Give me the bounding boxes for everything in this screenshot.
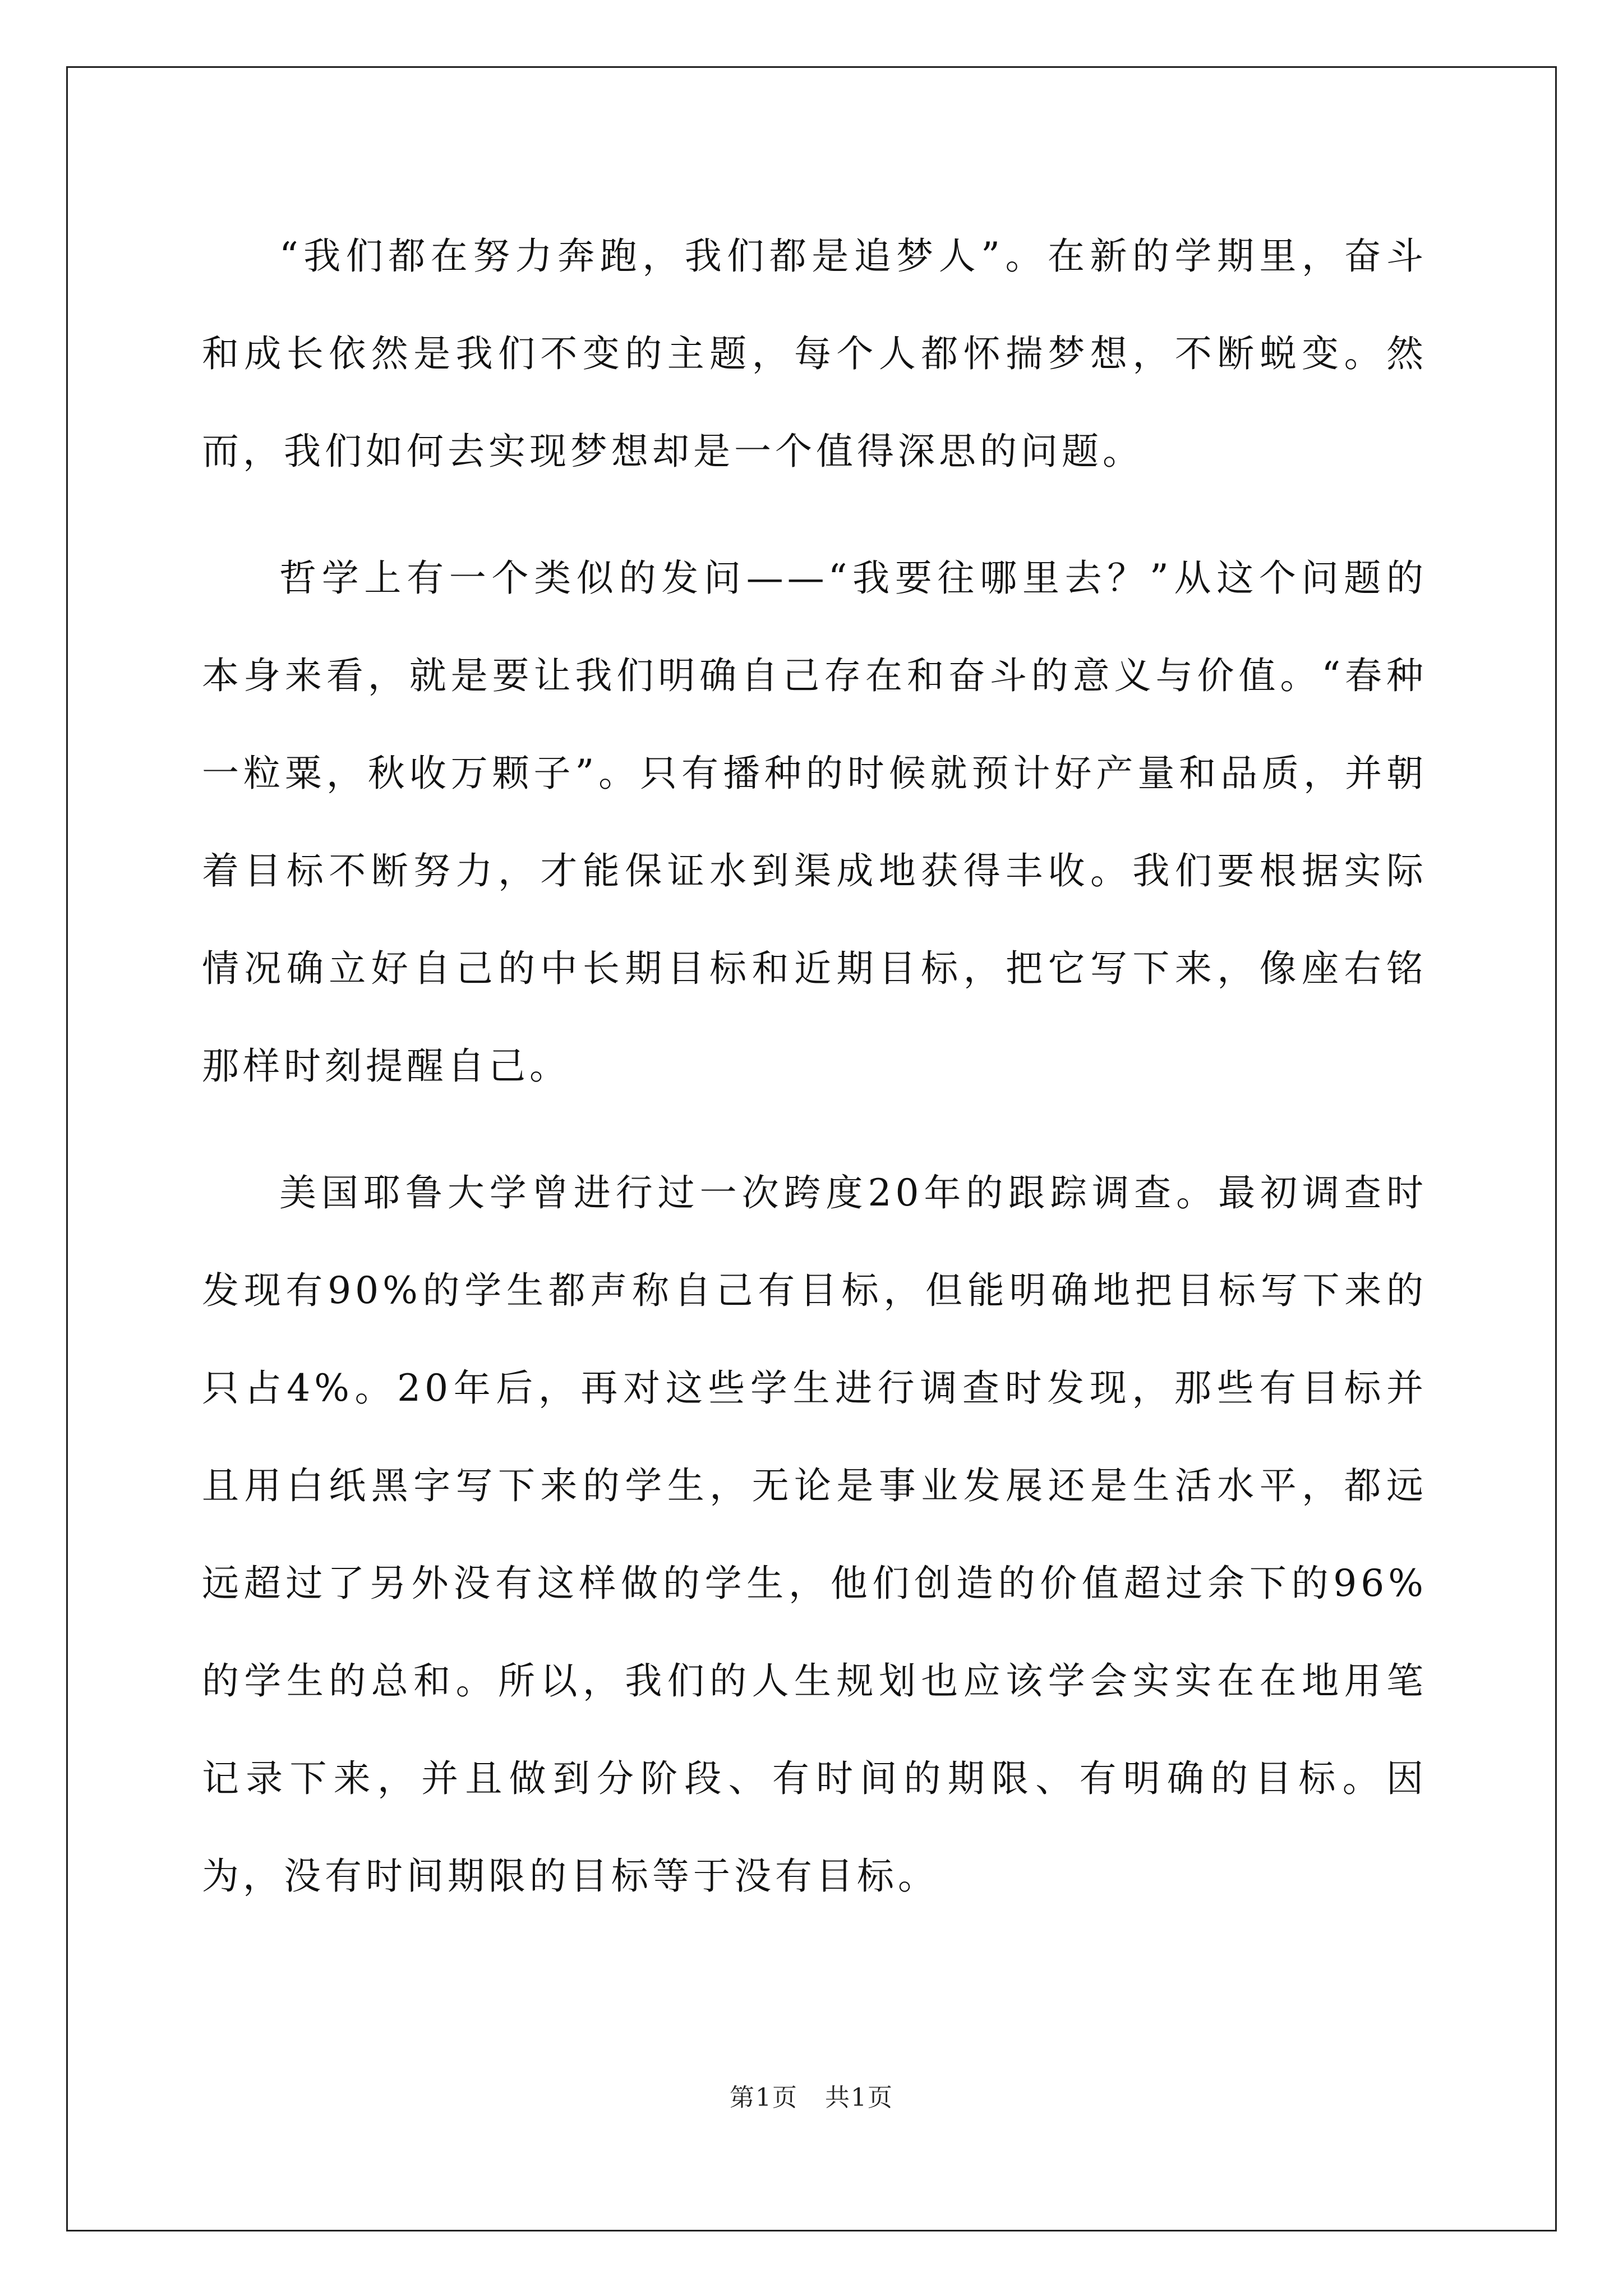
page-footer (0, 2081, 1623, 2115)
paragraph-3: 美国耶鲁大学曾进行过一次跨度20年的跟踪调查。最初调查时发现有90%的学生都声称自己有目标，但能明确地把目标写下来的只占4%。20年后，再对这些学生进行调查时发现，那些有目标并且用白纸黑字写下来的学生，无论是事业发展还是生活水平，都远远超过了另外没有这样做的学生，他们创造的价值超过余下的96%的学生的总和。所以，我们的人生规划也应该学会实实在在地用笔记录下来，并且做到分阶段、有时间的期限、有明确的目标。因为，没有时间期限的目标等于没有目标。 (202, 1171, 1427, 1898)
paragraph-1: “我们都在努力奔跑，我们都是追梦人”。在新的学期里，奋斗和成长依然是我们不变的主题，每个人都怀揣梦想，不断蜕变。然而，我们如何去实现梦想却是一个值得深思的问题。 (202, 234, 1427, 473)
page-number: 第1页 (730, 2083, 799, 2112)
page-total: 共1页 (824, 2083, 893, 2112)
paragraph-2: 哲学上有一个类似的发问——“我要往哪里去？”从这个问题的本身来看，就是要让我们明确自己存在和奋斗的意义与价值。“春种一粒粟，秋收万颗子”。只有播种的时候就预计好产量和品质，并朝着目标不断努力，才能保证水到渠成地获得丰收。我们要根据实际情况确立好自己的中长期目标和近期目标，把它写下来，像座右铭那样时刻提醒自己。 (202, 556, 1427, 1088)
document-body (202, 208, 1427, 1954)
